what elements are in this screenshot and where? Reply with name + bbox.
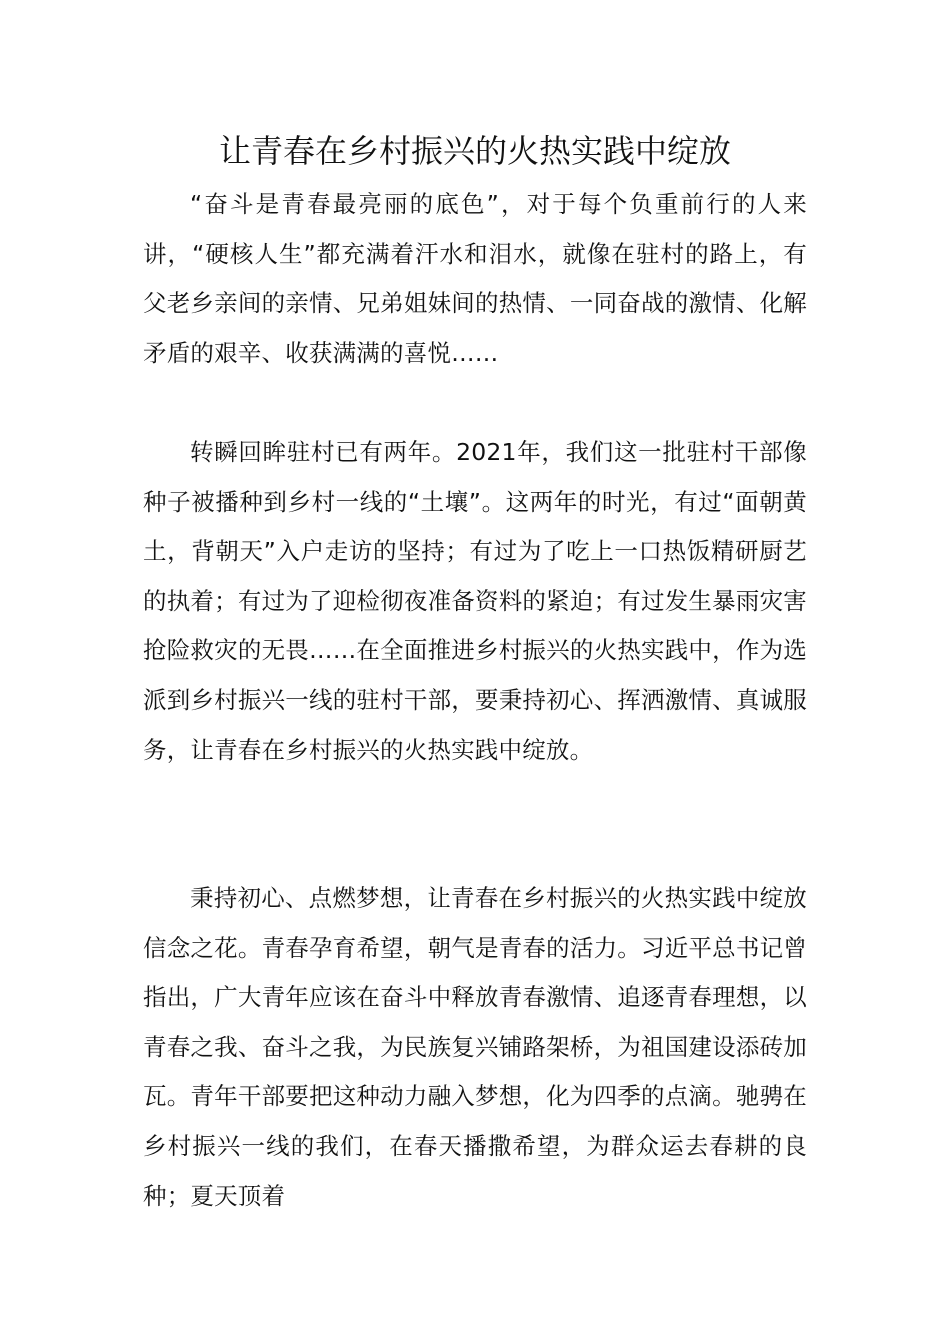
paragraph-1: “奋斗是青春最亮丽的底色”，对于每个负重前行的人来讲，“硬核人生”都充满着汗水和泪水，就像在驻村的路上，有父老乡亲间的亲情、兄弟姐妹间的热情、一同奋战的激情、化解矛盾的艰辛、收获满满的喜悦…… [143,190,807,367]
paragraph-3: 秉持初心、点燃梦想，让青春在乡村振兴的火热实践中绽放信念之花。青春孕育希望，朝气是青春的活力。习近平总书记曾指出，广大青年应该在奋斗中释放青春激情、追逐青春理想，以青春之我、奋斗之我，为民族复兴铺路架桥，为祖国建设添砖加瓦。青年干部要把这种动力融入梦想，化为四季的点滴。驰骋在乡村振兴一线的我们，在春天播撒希望，为群众运去春耕的良种；夏天顶着 [143,884,807,1210]
paragraph-2: 转瞬回眸驻村已有两年。2021年，我们这一批驻村干部像种子被播种到乡村一线的“土壤”。这两年的时光，有过“面朝黄土，背朝天”入户走访的坚持；有过为了吃上一口热饭精研厨艺的执着；有过为了迎检彻夜准备资料的紧迫；有过发生暴雨灾害抢险救灾的无畏……在全面推进乡村振兴的火热实践中，作为选派到乡村振兴一线的驻村干部，要秉持初心、挥洒激情、真诚服务，让青春在乡村振兴的火热实践中绽放。 [143,438,807,764]
document-title: 让青春在乡村振兴的火热实践中绽放 [218,132,731,170]
